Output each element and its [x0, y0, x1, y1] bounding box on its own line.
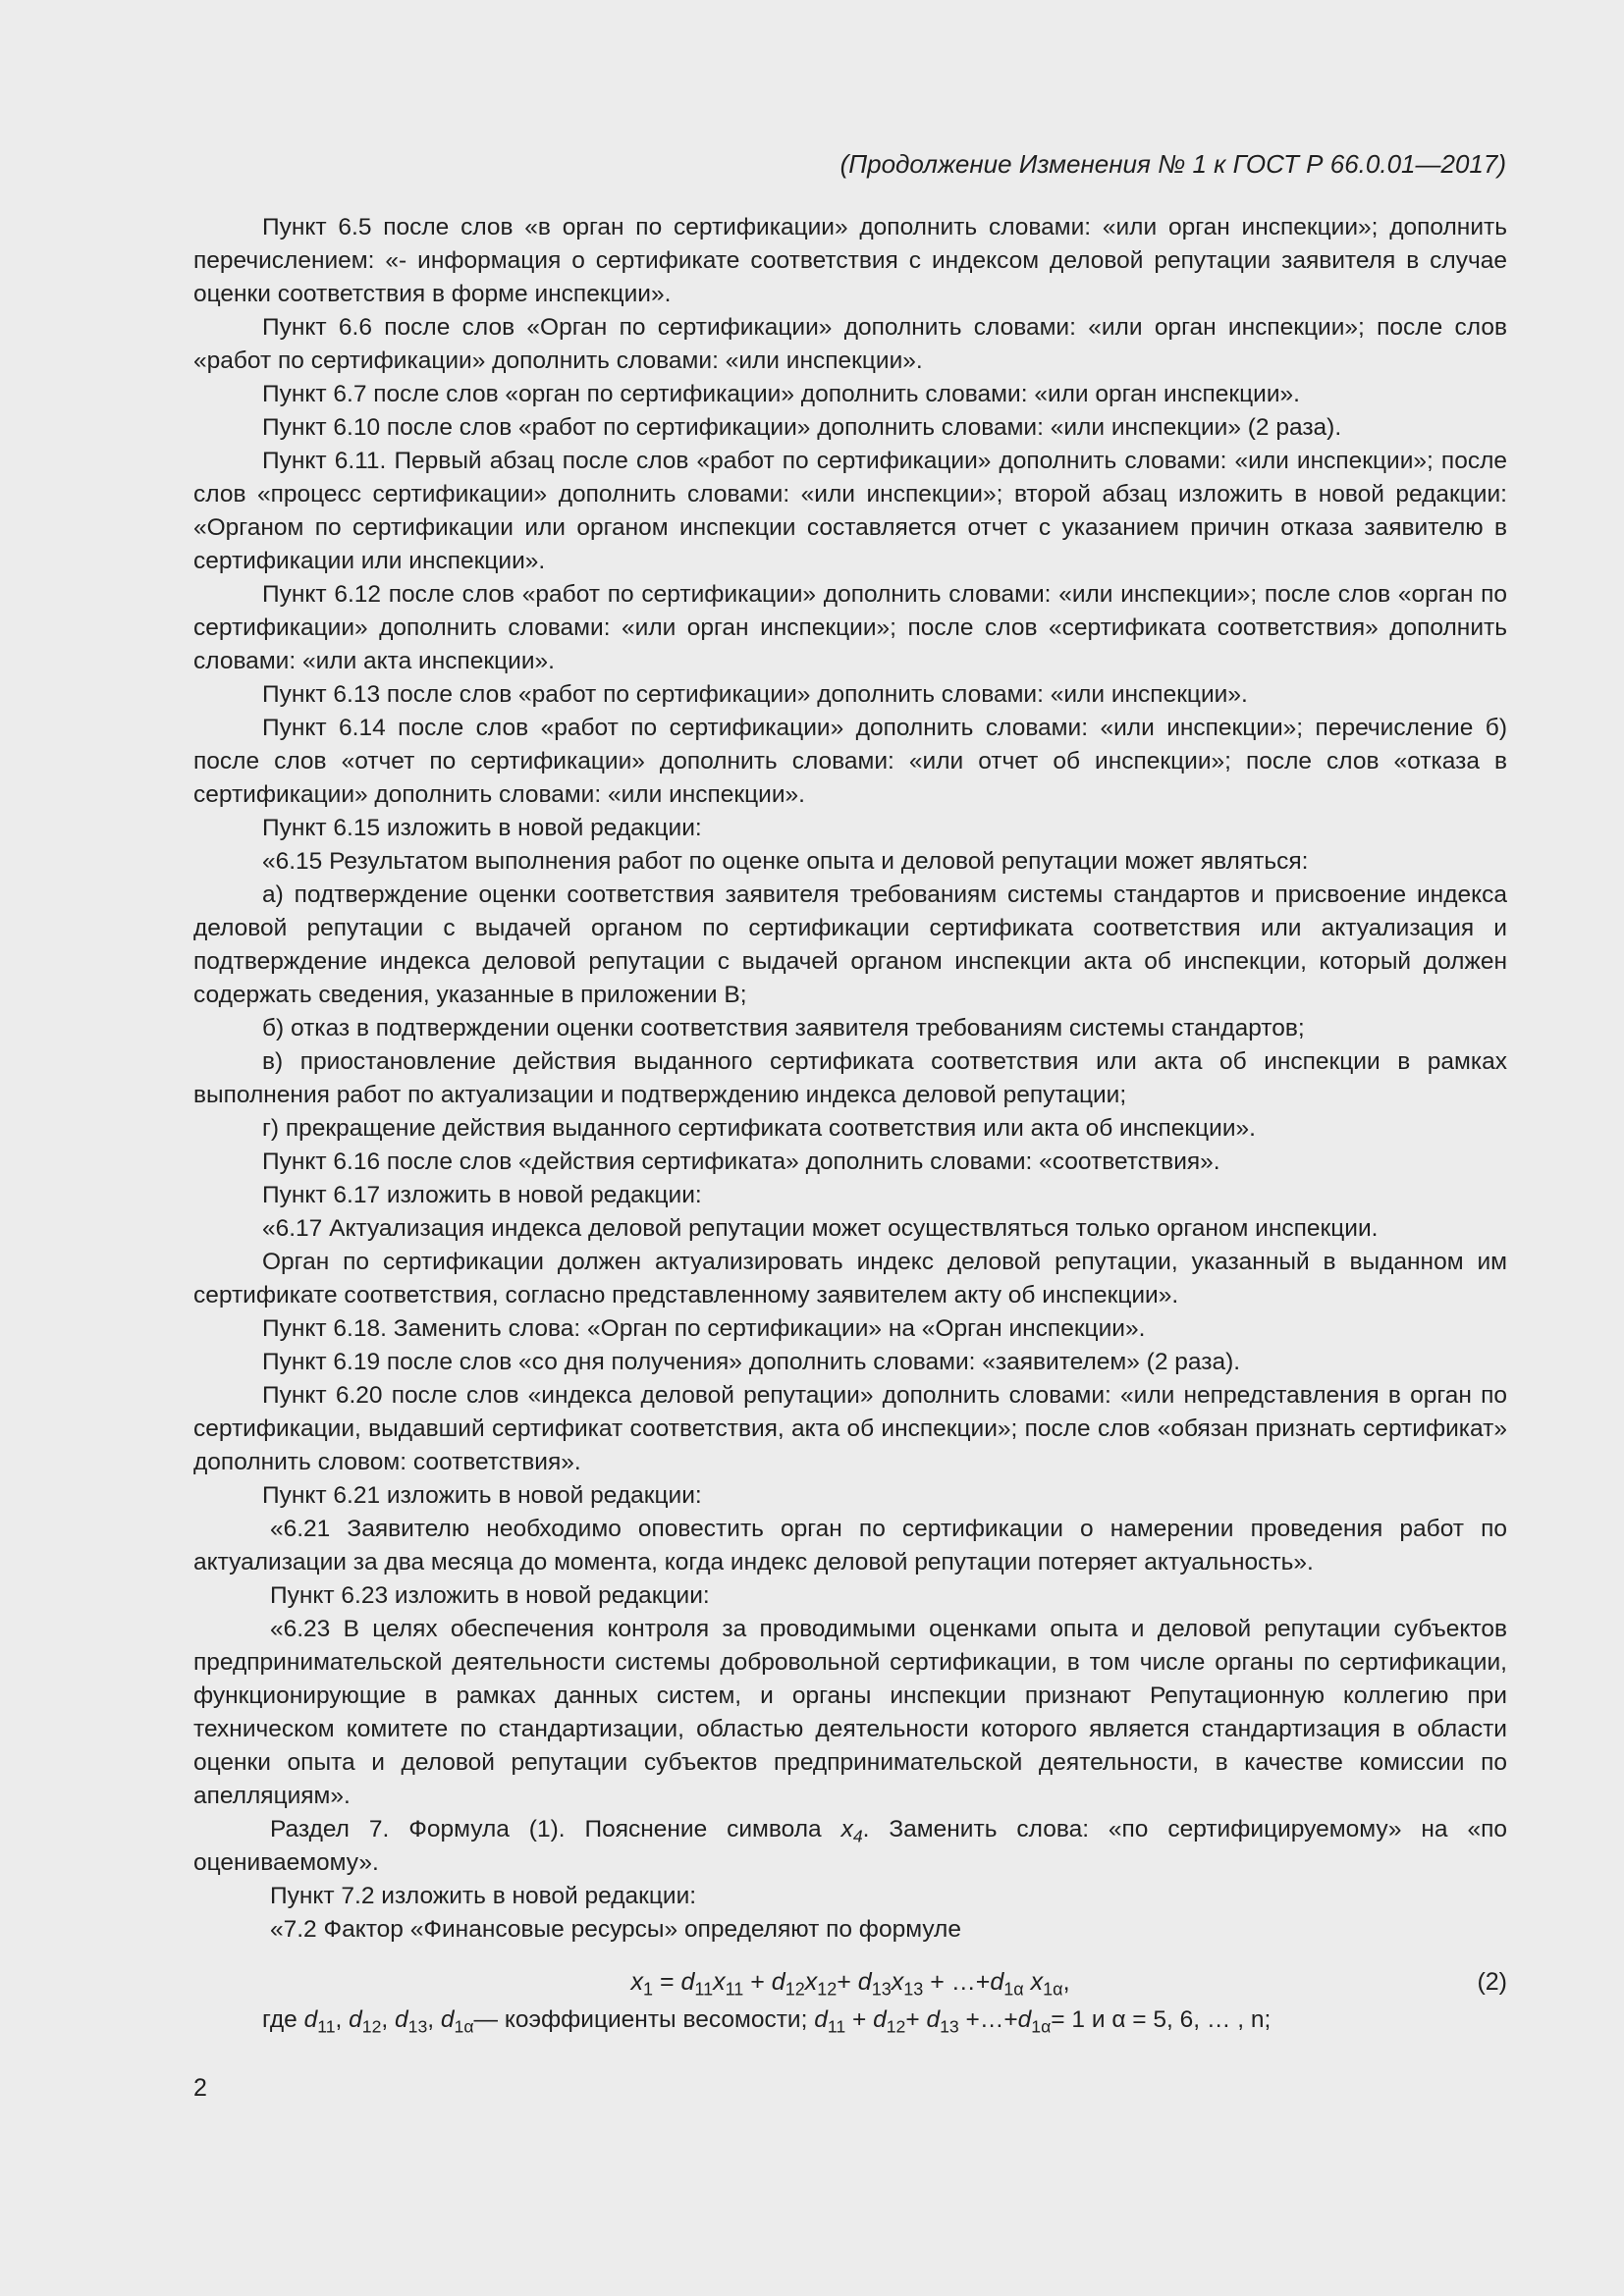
symbol-x4: $x_4$: [840, 1816, 863, 1846]
formula-number: (2): [1477, 1968, 1507, 1996]
paragraph: «6.23 В целях обеспечения контроля за проводимыми оценками опыта и деловой репутации субъектов предпринимательской деятельности системы добровольной сертификации, в том числе органы по сертификации, функционирующие в рамках данных систем, и органы инспекции признают Репутационную коллегию при техническом комитете по стандартизации, областью деятельности которого является стандартизация в области оценки опыта и деловой репутации субъектов предпринимательской деятельности, в качестве комиссии по апелляциям».: [193, 1616, 1507, 1809]
paragraph: «6.15 Результатом выполнения работ по оценке опыта и деловой репутации может являться:: [262, 848, 1309, 875]
paragraph: в) приостановление действия выданного сертификата соответствия или акта об инспекции в рамках выполнения работ по актуализации и подтверждению индекса деловой репутации;: [193, 1048, 1507, 1108]
paragraph: Пункт 6.14 после слов «работ по сертификации» дополнить словами: «или инспекции»; перечисление б) после слов «отчет по сертификации» дополнить словами: «или отчет об инспекции»; после слов «отказа в сертификации» дополнить словами: «или инспекции».: [193, 715, 1507, 808]
paragraph: г) прекращение действия выданного сертификата соответствия или акта об инспекции».: [262, 1115, 1256, 1142]
paragraph: Пункт 6.10 после слов «работ по сертификации» дополнить словами: «или инспекции» (2 раза).: [262, 414, 1342, 441]
formula-legend: где $d_{11}$, $d_{12}$, $d_{13}$, $d_{1\alpha}—$ коэффициенты весомости; $d_{11} + d_{12}+ d_{13}$ $+\dots+d_{1\alpha}= 1$ и α = 5, 6, … , n;: [262, 2006, 1272, 2037]
paragraph: б) отказ в подтверждении оценки соответствия заявителя требованиям системы стандартов;: [262, 1015, 1305, 1041]
page-header-continuation: (Продолжение Изменения № 1 к ГОСТ Р 66.0.01—2017): [839, 149, 1506, 179]
paragraph: Пункт 6.7 после слов «орган по сертификации» дополнить словами: «или орган инспекции».: [262, 381, 1300, 407]
paragraph: «6.17 Актуализация индекса деловой репутации может осуществляться только органом инспекции.: [262, 1215, 1379, 1242]
formula-2: [193, 1962, 1507, 2002]
page-number: 2: [193, 2074, 207, 2102]
paragraph: Пункт 6.11. Первый абзац после слов «работ по сертификации» дополнить словами: «или инспекции»; после слов «процесс сертификации» дополнить словами: «или инспекции»; второй абзац изложить в новой редакции: «Органом по сертификации или органом инспекции составляется отчет с указанием причин отказа заявителю в сертификации или инспекции».: [193, 448, 1507, 574]
paragraph: «6.21 Заявителю необходимо оповестить орган по сертификации о намерении проведения работ по актуализации за два месяца до момента, когда индекс деловой репутации потеряет актуальность».: [193, 1516, 1507, 1575]
paragraph: Пункт 6.21 изложить в новой редакции:: [262, 1482, 702, 1509]
paragraph-section-7: Раздел 7. Формула (1). Пояснение символа $x_4$. Заменить слова: «по сертифицируемому» на «по оцениваемому».: [193, 1816, 1507, 1876]
paragraph: Пункт 6.18. Заменить слова: «Орган по сертификации» на «Орган инспекции».: [262, 1315, 1146, 1342]
paragraph: Пункт 6.12 после слов «работ по сертификации» дополнить словами: «или инспекции»; после слов «орган по сертификации» дополнить словами: «или орган инспекции»; после слов «сертификата соответствия» дополнить словами: «или акта инспекции».: [193, 581, 1507, 674]
paragraph: Пункт 7.2 изложить в новой редакции:: [270, 1883, 697, 1909]
paragraph: Пункт 6.23 изложить в новой редакции:: [270, 1582, 710, 1609]
paragraph: Орган по сертификации должен актуализировать индекс деловой репутации, указанный в выданном им сертификате соответствия, согласно представленному заявителем акту об инспекции».: [193, 1249, 1507, 1308]
paragraph: Пункт 6.20 после слов «индекса деловой репутации» дополнить словами: «или непредставления в орган по сертификации, выдавший сертификат соответствия, акта об инспекции»; после слов «обязан признать сертификат» дополнить словом: соответствия».: [193, 1382, 1507, 1475]
paragraph: «7.2 Фактор «Финансовые ресурсы» определяют по формуле: [270, 1916, 961, 1943]
paragraph: Пункт 6.5 после слов «в орган по сертификации» дополнить словами: «или орган инспекции»; дополнить перечислением: «- информация о сертификате соответствия с индексом деловой репутации заявителя в случае оценки соответствия в форме инспекции».: [193, 214, 1507, 307]
document-body: [193, 211, 1507, 2037]
formula-expression: $x_1 = d_{11}x_{11} + d_{12}x_{12}+ d_{13}x_{13}$ + $\dots+d_{1\alpha}$ $x_{1\alpha}$,: [630, 1968, 1070, 2000]
paragraph: Пункт 6.17 изложить в новой редакции:: [262, 1182, 702, 1208]
paragraph: Пункт 6.13 после слов «работ по сертификации» дополнить словами: «или инспекции».: [262, 681, 1248, 708]
paragraph: Пункт 6.15 изложить в новой редакции:: [262, 815, 702, 841]
paragraph: Пункт 6.19 после слов «со дня получения» дополнить словами: «заявителем» (2 раза).: [262, 1349, 1241, 1375]
paragraph: Пункт 6.6 после слов «Орган по сертификации» дополнить словами: «или орган инспекции»; после слов «работ по сертификации» дополнить словами: «или инспекции».: [193, 314, 1507, 374]
paragraph: а) подтверждение оценки соответствия заявителя требованиям системы стандартов и присвоение индекса деловой репутации с выдачей органом по сертификации сертификата соответствия или актуализация и подтверждение индекса деловой репутации с выдачей органом инспекции акта об инспекции, который должен содержать сведения, указанные в приложении В;: [193, 881, 1507, 1008]
paragraph: Пункт 6.16 после слов «действия сертификата» дополнить словами: «соответствия».: [262, 1148, 1220, 1175]
